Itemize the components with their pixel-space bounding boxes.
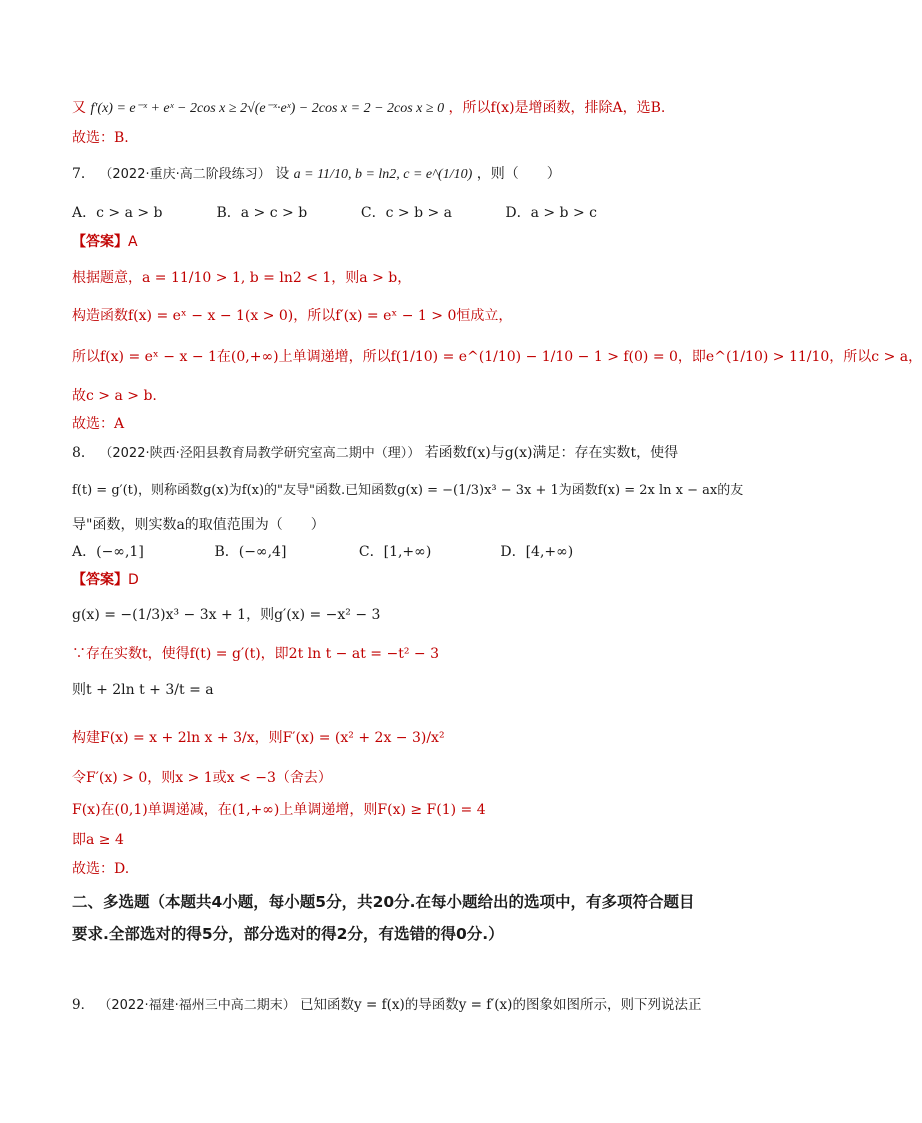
q7-option-d: D．a > b > c	[505, 205, 597, 221]
q7-solution-3: 所以f(x) = eˣ − x − 1在(0,+∞)上单调递增，所以f(1/10) = e^(1/10) − 1/10 − 1 > f(0) = 0，即e^(1/10) > 11/10，所以c > a，	[72, 349, 922, 365]
q7-answer	[72, 232, 138, 252]
q8-number: 8．	[72, 445, 95, 461]
q6-choose: 故选：B.	[72, 130, 129, 146]
q8-answer-tag: 【答案】	[72, 572, 128, 588]
q8-options	[72, 542, 573, 562]
q8-stem-line3: 导"函数，则实数a的取值范围为（ ）	[72, 517, 325, 533]
q8-option-a: A．(−∞,1]	[72, 544, 144, 560]
q7-solution-4: 故c > a > b.	[72, 388, 157, 404]
q6-conclusion-line	[72, 98, 665, 119]
q8-stem1: 若函数f(x)与g(x)满足：存在实数t，使得	[424, 445, 679, 461]
q8-option-d: D．[4,+∞)	[500, 544, 574, 560]
q7-number: 7．	[72, 166, 95, 182]
q8-option-c: C．[1,+∞)	[358, 544, 432, 560]
q7-option-b: B．a > c > b	[216, 205, 308, 221]
q7-stem-prefix: 设	[275, 166, 290, 182]
q7-options	[72, 203, 597, 223]
q7-stem-suffix: ，则（ ）	[476, 166, 561, 182]
q8-stem-line2: f(t) = g′(t)，则称函数g(x)为f(x)的"友导"函数.已知函数g(x) = −(1/3)x³ − 3x + 1为函数f(x) = 2x ln x − ax的友	[72, 483, 744, 498]
q8-solution-4: 构建F(x) = x + 2ln x + 3/x，则F′(x) = (x² + 2x − 3)/x²	[72, 730, 445, 746]
q8-choose: 故选：D.	[72, 861, 130, 877]
q8-option-b: B．(−∞,4]	[214, 544, 287, 560]
q7-answer-value: A	[128, 234, 138, 250]
q8-stem-line1	[72, 443, 678, 464]
q7-option-a: A．c > a > b	[72, 205, 163, 221]
q7-source: （2022·重庆·高二阶段练习）	[99, 167, 271, 182]
q8-solution-5: 令F′(x) > 0，则x > 1或x < −3（舍去）	[72, 770, 332, 786]
section2-heading-line1: 二、多选题（本题共4小题，每小题5分，共20分.在每小题给出的选项中，有多项符合题目	[72, 893, 695, 911]
q9-number: 9．	[72, 997, 95, 1013]
q8-solution-3: 则t + 2ln t + 3/t = a	[72, 682, 214, 698]
section2-heading-line2: 要求.全部选对的得5分，部分选对的得2分，有选错的得0分.）	[72, 925, 504, 943]
q9-stem-text: 已知函数y = f(x)的导函数y = f′(x)的图象如图所示，则下列说法正	[300, 997, 702, 1013]
q7-choose: 故选：A	[72, 416, 125, 432]
q7-stem	[72, 164, 561, 185]
q8-solution-6: F(x)在(0,1)单调递减，在(1,+∞)上单调递增，则F(x) ≥ F(1) = 4	[72, 802, 486, 818]
q6-prefix: 又	[72, 100, 86, 116]
q9-source: （2022·福建·福州三中高二期末）	[98, 998, 296, 1013]
q7-stem-math: a = 11/10, b = ln2, c = e^(1/10)	[293, 167, 473, 182]
q6-math: f′(x) = e⁻ˣ + eˣ − 2cos x ≥ 2√(e⁻ˣ·eˣ) − 2cos x = 2 − 2cos x ≥ 0	[90, 101, 445, 116]
q7-solution-2: 构造函数f(x) = eˣ − x − 1(x > 0)，所以f′(x) = eˣ − 1 > 0恒成立，	[72, 308, 513, 324]
q8-solution-2: ∵存在实数t，使得f(t) = g′(t)，即2t ln t − at = −t² − 3	[72, 646, 439, 662]
q8-answer	[72, 570, 139, 590]
q9-stem	[72, 995, 701, 1016]
q6-suffix: ，所以f(x)是增函数，排除A，选B.	[448, 100, 666, 116]
q8-answer-value: D	[128, 572, 139, 588]
q7-option-c: C．c > b > a	[360, 205, 453, 221]
q8-source: （2022·陕西·泾阳县教育局教学研究室高二期中（理））	[99, 446, 421, 461]
q7-answer-tag: 【答案】	[72, 234, 128, 250]
q7-solution-1: 根据题意，a = 11/10 > 1, b = ln2 < 1，则a > b，	[72, 270, 412, 286]
q8-solution-7: 即a ≥ 4	[72, 832, 124, 848]
q8-solution-1: g(x) = −(1/3)x³ − 3x + 1，则g′(x) = −x² − 3	[72, 607, 381, 623]
